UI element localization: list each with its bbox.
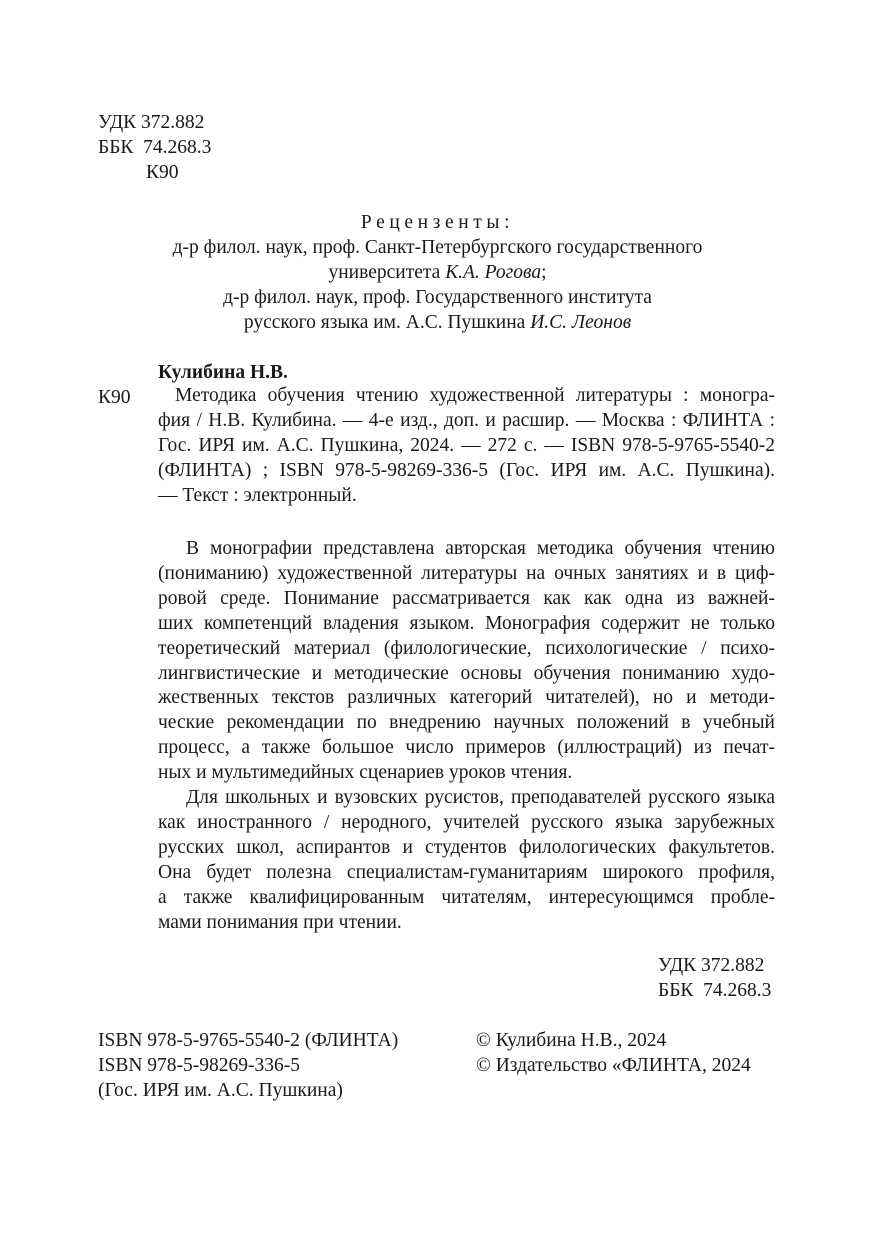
reviewer-2-line-1: д-р филол. наук, проф. Государственного института [223, 287, 652, 308]
reviewers-title: Рецензенты: [360, 212, 515, 233]
reviewer-1-line-2: университета К.А. Рогова; [328, 262, 547, 283]
abstract-line: ших компетенций владения языком. Монография содержит не только [158, 612, 775, 634]
abstract-line: мами понимания при чтении. [158, 911, 402, 933]
abstract-paragraph-1 [158, 537, 775, 786]
catalog-line: — Текст : электронный. [158, 484, 357, 506]
abstract-line: (пониманию) художественной литературы на очных занятиях и в циф- [158, 562, 775, 584]
abstract-line: как иностранного / неродного, учителей русского языка зарубежных [158, 811, 775, 833]
abstract-line: Она будет полезна специалистам-гуманитариям широкого профиля, [158, 861, 775, 883]
catalog-author: Кулибина Н.В. [158, 362, 288, 383]
abstract-line: ческие рекомендации по внедрению научных положений в учебный [158, 712, 775, 734]
catalog-description [158, 384, 775, 509]
copyright-publisher: © Издательство «ФЛИНТА, 2024 [476, 1055, 751, 1076]
header-udk: УДК 372.882 [98, 112, 205, 133]
copyright-author: © Кулибина Н.В., 2024 [476, 1030, 667, 1051]
abstract-line: Для школьных и вузовских русистов, преподавателей русского языка [186, 787, 775, 808]
abstract-line: а также квалифицированным читателям, интересующимся пробле- [158, 886, 775, 908]
reviewer-2-line-2: русского языка им. А.С. Пушкина И.С. Леонов [243, 312, 632, 333]
catalog-line: (ФЛИНТА) ; ISBN 978-5-98269-336-5 (Гос. ИРЯ им. А.С. Пушкина). [158, 459, 775, 481]
isbn-line-2: ISBN 978-5-98269-336-5 [98, 1055, 301, 1076]
reviewer-1-name: К.А. Рогова [445, 262, 542, 283]
header-bbk: ББК 74.268.3 [98, 137, 212, 158]
catalog-line: Методика обучения чтению художественной литературы : моногра- [175, 385, 775, 406]
abstract-line: русских школ, аспирантов и студентов филологических факультетов. [158, 836, 775, 858]
abstract-paragraph-2 [158, 786, 775, 935]
isbn-line-3: (Гос. ИРЯ им. А.С. Пушкина) [98, 1080, 343, 1101]
abstract-line: лингвистические и методические основы обучения пониманию худо- [158, 662, 775, 684]
catalog-code: К90 [98, 387, 131, 408]
isbn-line-1: ISBN 978-5-9765-5540-2 (ФЛИНТА) [98, 1030, 399, 1051]
abstract-line: процесс, а также большое число примеров (иллюстраций) из печат- [158, 737, 775, 759]
abstract-line: ных и мультимедийных сценариев уроков чтения. [158, 762, 573, 784]
abstract-line: теоретический материал (филологические, психологические / психо- [158, 637, 775, 659]
reviewer-2-name: И.С. Леонов [530, 312, 632, 333]
header-author-code: К90 [146, 162, 179, 183]
abstract-line: жественных текстов различных категорий читателей), но и методи- [158, 687, 775, 709]
reviewer-1-line-1: д-р филол. наук, проф. Санкт-Петербургского государственного [172, 237, 703, 258]
footer-udk: УДК 372.882 [658, 955, 765, 976]
catalog-line: фия / Н.В. Кулибина. — 4-е изд., доп. и расшир. — Москва : ФЛИНТА : [158, 409, 775, 431]
abstract-line: В монографии представлена авторская методика обучения чтению [186, 538, 775, 559]
abstract-line: ровой среде. Понимание рассматривается как как одна из важней- [158, 587, 775, 609]
catalog-line: Гос. ИРЯ им. А.С. Пушкина, 2024. — 272 с. — ISBN 978-5-9765-5540-2 [158, 434, 775, 456]
footer-bbk: ББК 74.268.3 [658, 980, 772, 1001]
